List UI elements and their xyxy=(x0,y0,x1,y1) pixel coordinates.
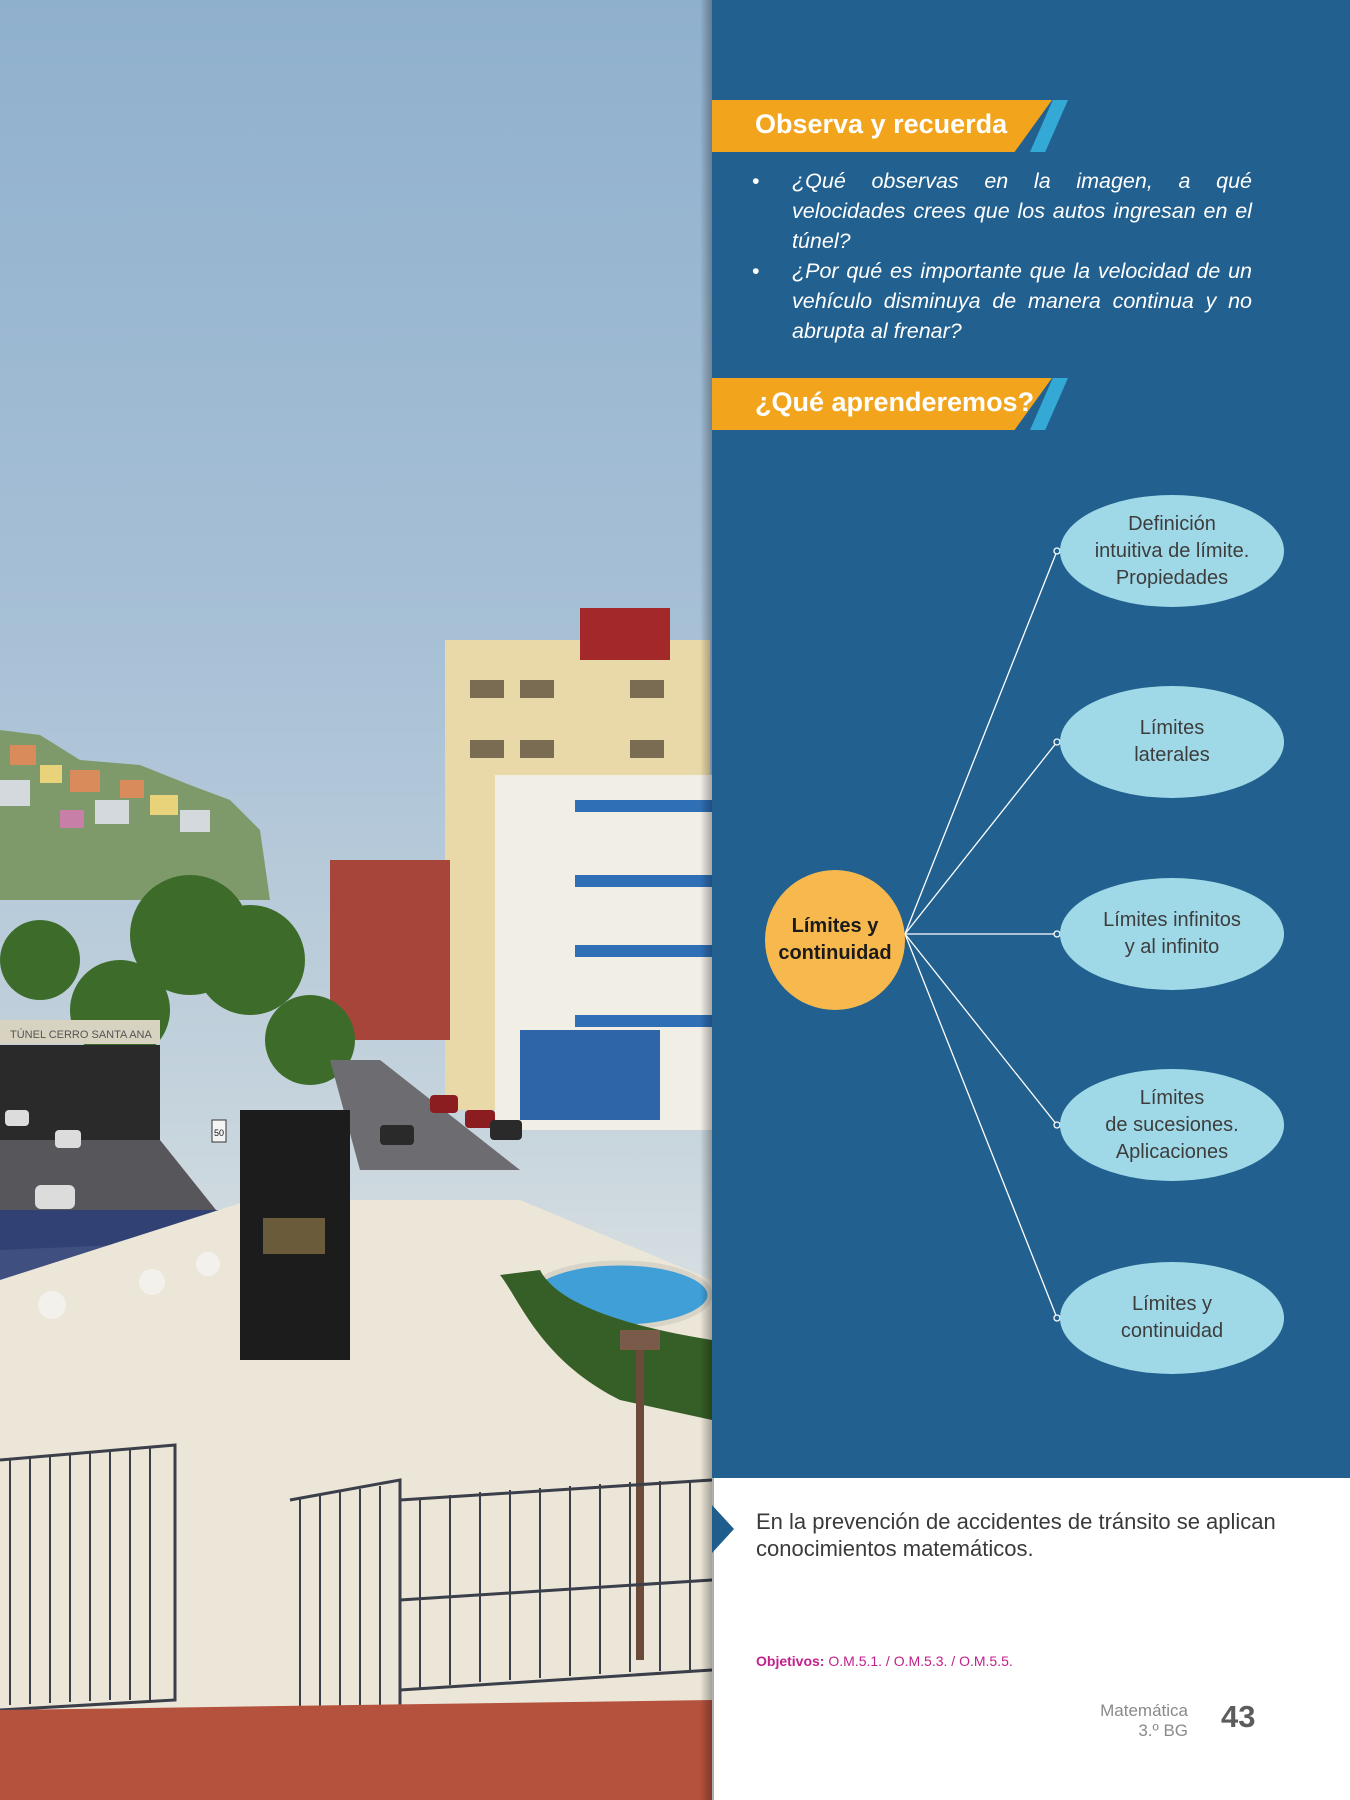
objectives-label: Objetivos: xyxy=(756,1653,825,1669)
caption-arrow-icon xyxy=(712,1505,734,1553)
connector-line xyxy=(905,551,1057,934)
speed-sign: 50 xyxy=(214,1128,225,1138)
aprenderemos-title: ¿Qué aprenderemos? xyxy=(755,387,1035,417)
book-info xyxy=(1100,1701,1188,1741)
connector-line xyxy=(905,934,1057,1318)
topic-node-laterales: Límites laterales xyxy=(1060,686,1284,798)
topic-node-continuidad: Límites y continuidad xyxy=(1060,1262,1284,1374)
objectives xyxy=(756,1653,1013,1669)
topic-node-sucesiones: Límites de sucesiones. Aplicaciones xyxy=(1060,1069,1284,1181)
photo-caption: En la prevención de accidentes de tránsito se aplican conocimientos matemáticos. xyxy=(756,1509,1276,1561)
book-grade: 3.º BG xyxy=(1138,1721,1188,1740)
connector-line xyxy=(905,742,1057,934)
bullet: • xyxy=(752,259,760,283)
page-number: 43 xyxy=(1221,1699,1256,1734)
question-text: ¿Por qué es importante que la velocidad de un vehículo disminuya de manera continua y no abrupta al frenar? xyxy=(792,259,1252,343)
topic-node-definicion: Definición intuitiva de límite. Propiedades xyxy=(1060,495,1284,607)
question-text: ¿Qué observas en la imagen, a qué velocidades crees que los autos ingresan en el túnel? xyxy=(792,169,1252,253)
connector-line xyxy=(905,934,1057,1125)
bullet: • xyxy=(752,169,760,193)
book-title: Matemática xyxy=(1100,1701,1188,1720)
objectives-values: O.M.5.1. / O.M.5.3. / O.M.5.5. xyxy=(828,1653,1013,1669)
tunnel-sign: TÚNEL CERRO SANTA ANA xyxy=(10,1029,152,1041)
observa-title: Observa y recuerda xyxy=(755,109,1008,139)
center-topic-node: Límites y continuidad xyxy=(765,870,905,1010)
topic-node-infinitos: Límites infinitos y al infinito xyxy=(1060,878,1284,990)
